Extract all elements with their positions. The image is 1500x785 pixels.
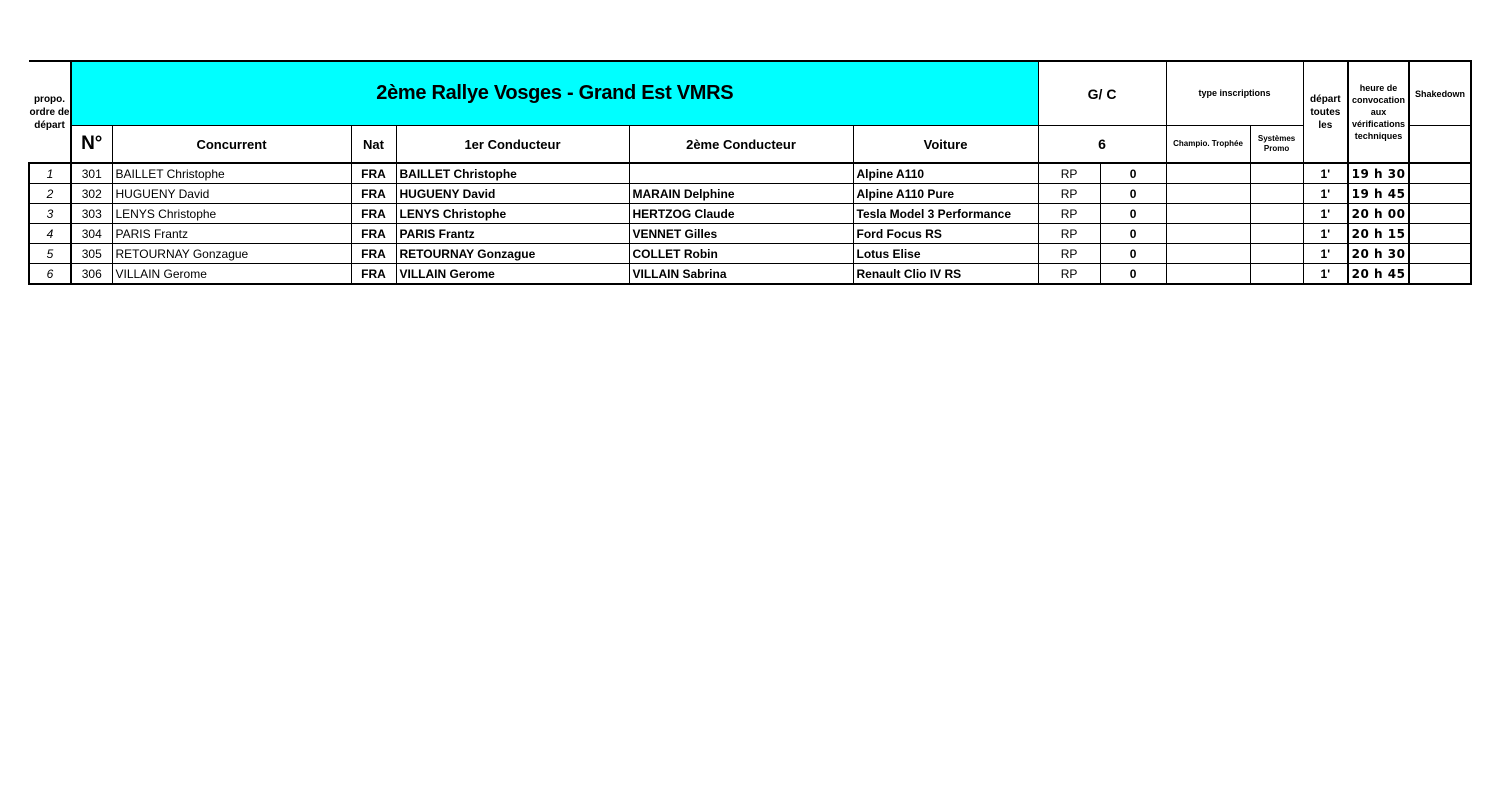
shakedown-cell <box>1409 244 1471 264</box>
num-cell: 301 <box>71 163 112 184</box>
gc-value-cell: 0 <box>1100 204 1166 224</box>
voiture-cell: Alpine A110 <box>853 163 1038 184</box>
header-row-2 <box>29 126 1471 164</box>
concurrent-cell: LENYS Christophe <box>112 204 351 224</box>
shakedown-cell <box>1409 163 1471 184</box>
heure-cell: 20 h 30 <box>1348 244 1409 264</box>
systemes-header: Systèmes Promo <box>1250 126 1303 164</box>
table-row <box>29 244 1471 264</box>
ordre-cell: 2 <box>29 184 71 204</box>
num-header: N° <box>71 126 112 164</box>
champio-cell <box>1166 244 1250 264</box>
shakedown-cell <box>1409 184 1471 204</box>
gc-cell: RP <box>1038 224 1100 244</box>
conducteur2-cell <box>629 163 853 184</box>
heure-cell: 20 h 00 <box>1348 204 1409 224</box>
gc-cell: RP <box>1038 204 1100 224</box>
nat-cell: FRA <box>351 264 396 285</box>
gc-cell: RP <box>1038 264 1100 285</box>
nat-cell: FRA <box>351 163 396 184</box>
depart-cell: 1' <box>1303 224 1348 244</box>
gc-value-cell: 0 <box>1100 224 1166 244</box>
conducteur1-cell: VILLAIN Gerome <box>396 264 629 285</box>
shakedown-cell <box>1409 264 1471 285</box>
concurrent-cell: PARIS Frantz <box>112 224 351 244</box>
conducteur1-cell: RETOURNAY Gonzague <box>396 244 629 264</box>
champio-cell <box>1166 184 1250 204</box>
page-title: 2ème Rallye Vosges - Grand Est VMRS <box>71 61 1038 126</box>
gc-value-cell: 0 <box>1100 184 1166 204</box>
table-row <box>29 184 1471 204</box>
ordre-cell: 5 <box>29 244 71 264</box>
champio-header: Champio. Trophée <box>1166 126 1250 164</box>
gc-cell: RP <box>1038 244 1100 264</box>
gc-value-cell: 0 <box>1100 264 1166 285</box>
gc-value-cell: 0 <box>1100 163 1166 184</box>
voiture-cell: Alpine A110 Pure <box>853 184 1038 204</box>
depart-cell: 1' <box>1303 184 1348 204</box>
conducteur2-cell: MARAIN Delphine <box>629 184 853 204</box>
gc-header: G/ C <box>1038 61 1166 126</box>
shakedown-header: Shakedown <box>1409 61 1471 126</box>
heure-cell: 20 h 45 <box>1348 264 1409 285</box>
table-row <box>29 264 1471 285</box>
header-row-1 <box>29 61 1471 126</box>
nat-header: Nat <box>351 126 396 164</box>
propo-header: propo. ordre de départ <box>29 61 71 163</box>
num-cell: 306 <box>71 264 112 285</box>
systemes-cell <box>1250 163 1303 184</box>
conducteur1-cell: BAILLET Christophe <box>396 163 629 184</box>
systemes-cell <box>1250 184 1303 204</box>
nat-cell: FRA <box>351 184 396 204</box>
heure-cell: 19 h 30 <box>1348 163 1409 184</box>
conducteur2-cell: COLLET Robin <box>629 244 853 264</box>
concurrent-header: Concurrent <box>112 126 351 164</box>
gc-count: 6 <box>1038 126 1166 164</box>
heure-header: heure de convocation aux vérifications techniques <box>1348 61 1409 163</box>
nat-cell: FRA <box>351 204 396 224</box>
conducteur1-cell: PARIS Frantz <box>396 224 629 244</box>
systemes-cell <box>1250 204 1303 224</box>
conducteur2-cell: VENNET Gilles <box>629 224 853 244</box>
num-cell: 303 <box>71 204 112 224</box>
ordre-cell: 4 <box>29 224 71 244</box>
voiture-cell: Tesla Model 3 Performance <box>853 204 1038 224</box>
conducteur1-cell: LENYS Christophe <box>396 204 629 224</box>
num-cell: 304 <box>71 224 112 244</box>
voiture-header: Voiture <box>853 126 1038 164</box>
ordre-cell: 3 <box>29 204 71 224</box>
depart-cell: 1' <box>1303 204 1348 224</box>
ordre-cell: 1 <box>29 163 71 184</box>
depart-header: départ toutes les <box>1303 61 1348 163</box>
voiture-cell: Renault Clio IV RS <box>853 264 1038 285</box>
table-row <box>29 204 1471 224</box>
concurrent-cell: BAILLET Christophe <box>112 163 351 184</box>
heure-cell: 19 h 45 <box>1348 184 1409 204</box>
shakedown-cell <box>1409 204 1471 224</box>
conducteur2-cell: HERTZOG Claude <box>629 204 853 224</box>
depart-cell: 1' <box>1303 163 1348 184</box>
conducteur2-header: 2ème Conducteur <box>629 126 853 164</box>
conducteur2-cell: VILLAIN Sabrina <box>629 264 853 285</box>
systemes-cell <box>1250 224 1303 244</box>
shakedown-subheader <box>1409 126 1471 164</box>
voiture-cell: Ford Focus RS <box>853 224 1038 244</box>
champio-cell <box>1166 163 1250 184</box>
conducteur1-header: 1er Conducteur <box>396 126 629 164</box>
concurrent-cell: HUGUENY David <box>112 184 351 204</box>
type-inscriptions-header: type inscriptions <box>1166 61 1303 126</box>
depart-cell: 1' <box>1303 244 1348 264</box>
champio-cell <box>1166 224 1250 244</box>
gc-cell: RP <box>1038 184 1100 204</box>
gc-value-cell: 0 <box>1100 244 1166 264</box>
num-cell: 305 <box>71 244 112 264</box>
ordre-cell: 6 <box>29 264 71 285</box>
systemes-cell <box>1250 264 1303 285</box>
systemes-cell <box>1250 244 1303 264</box>
concurrent-cell: VILLAIN Gerome <box>112 264 351 285</box>
concurrent-cell: RETOURNAY Gonzague <box>112 244 351 264</box>
champio-cell <box>1166 204 1250 224</box>
entry-list-table <box>28 60 1472 285</box>
shakedown-cell <box>1409 224 1471 244</box>
table-row <box>29 163 1471 184</box>
nat-cell: FRA <box>351 224 396 244</box>
table-row <box>29 224 1471 244</box>
nat-cell: FRA <box>351 244 396 264</box>
gc-cell: RP <box>1038 163 1100 184</box>
conducteur1-cell: HUGUENY David <box>396 184 629 204</box>
voiture-cell: Lotus Elise <box>853 244 1038 264</box>
depart-cell: 1' <box>1303 264 1348 285</box>
num-cell: 302 <box>71 184 112 204</box>
heure-cell: 20 h 15 <box>1348 224 1409 244</box>
champio-cell <box>1166 264 1250 285</box>
